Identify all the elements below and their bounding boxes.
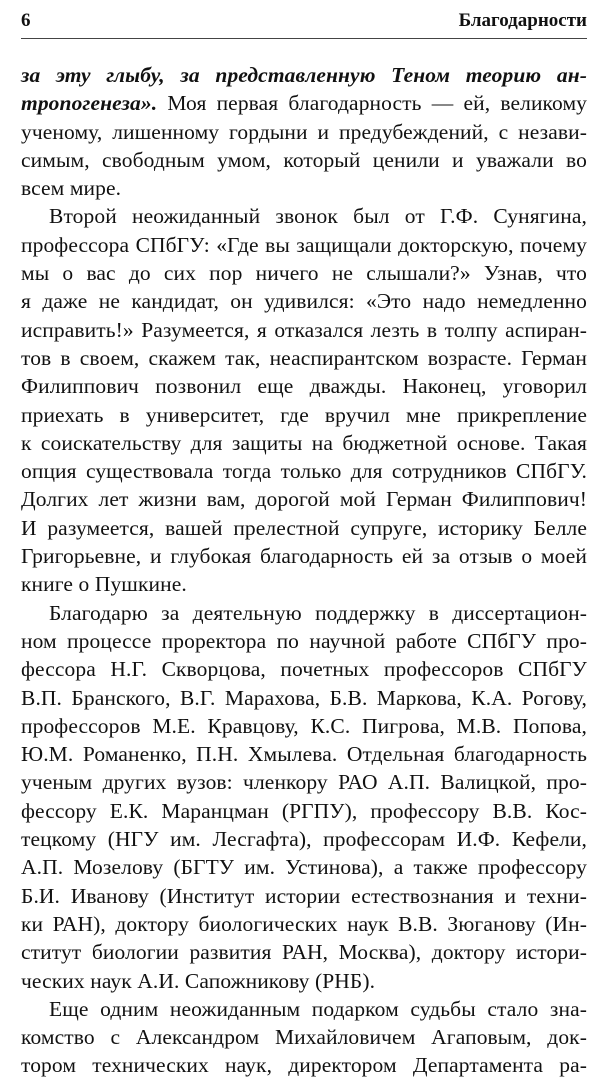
emphasized-text: за эту глыбу, за представленную Теном теорию ан- [21,63,587,87]
text-line: В.П. Бранского, В.Г. Марахова, Б.В. Маркова, К.А. Рогову, [21,685,587,710]
text-line: Ю.М. Романенко, П.Н. Хмылева. Отдельная благодарность [21,742,587,767]
text-line: ческих наук А.И. Сапожникову (РНБ). [21,968,376,993]
text-line: И разумеется, вашей прелестной супруге, историку Белле [21,515,587,540]
text-line: профессоров М.Е. Кравцову, К.С. Пигрова, М.В. Попова, [21,713,587,738]
text-line: всем мире. [21,176,122,201]
text-line: ученому, лишенному гордыни и предубеждений, с незави- [21,119,587,144]
text-line: ки РАН), доктору биологических наук В.В. Зюганову (Ин- [21,911,587,936]
text-line: Второй неожиданный звонок был от Г.Ф. Сунягина, [49,204,587,229]
text-line: комство с Александром Михайловичем Агаповым, док- [21,1025,587,1050]
text-line: фессору Е.К. Маранцман (РГПУ), профессору В.В. Кос- [21,798,587,823]
text-line: к соискательству для защиты на бюджетной основе. Такая [21,430,587,455]
text-fragment: Моя первая благодарность — ей, великому [157,91,587,116]
text-line: Долгих лет жизни вам, дорогой мой Герман Филиппович! [21,487,587,512]
text-line: приехать в университет, где вручил мне прикрепление [21,402,587,427]
running-title: Благодарности [458,10,587,31]
text-line: ститут биологии развития РАН, Москва), доктору истори- [21,940,587,965]
text-line [21,61,587,89]
text-line: ном процессе проректора по научной работе СПбГУ про- [21,628,587,653]
text-line: я даже не кандидат, он удивился: «Это надо немедленно [21,289,587,314]
text-line: профессора СПбГУ: «Где вы защищали докторскую, почему [21,232,587,257]
running-head [21,0,587,38]
body-text [21,61,587,1080]
text-line: тов в своем, скажем так, неаспирантском возрасте. Герман [21,345,587,370]
text-line: тецкому (НГУ им. Лесгафта), профессорам И.Ф. Кефели, [21,827,587,852]
text-line: Б.И. Иванову (Институт истории естествознания и техни- [21,883,587,908]
text-line: Григорьевне, и глубокая благодарность ей за отзыв о моей [21,544,587,569]
text-line: Благодарю за деятельную поддержку в диссертацион- [49,600,587,625]
text-line: тором технических наук, директором Департамента ра- [21,1053,587,1078]
page-number: 6 [21,10,31,31]
text-line: мы о вас до сих пор ничего не слышали?» Узнав, что [21,261,587,286]
text-line: опция существовала тогда только для сотрудников СПбГУ. [21,459,587,484]
text-line: Еще одним неожиданным подарком судьбы стало зна- [49,996,587,1021]
text-line: симым, свободным умом, который ценили и уважали во [21,147,587,172]
header-rule [21,38,587,39]
text-line: Филиппович позвонил еще дважды. Наконец, уговорил [21,374,587,399]
text-line [21,89,587,117]
text-line: исправить!» Разумеется, я отказался лезть в толпу аспиран- [21,317,587,342]
text-line: фессора Н.Г. Скворцова, почетных профессоров СПбГУ [21,657,587,682]
emphasized-text: тропогенеза». [21,91,158,116]
book-page [21,0,587,1078]
text-line: А.П. Мозелову (БГТУ им. Устинова), а также профессору [21,855,587,880]
text-line: ученым других вузов: членкору РАО А.П. Валицкой, про- [21,770,587,795]
text-line: книге о Пушкине. [21,572,187,597]
